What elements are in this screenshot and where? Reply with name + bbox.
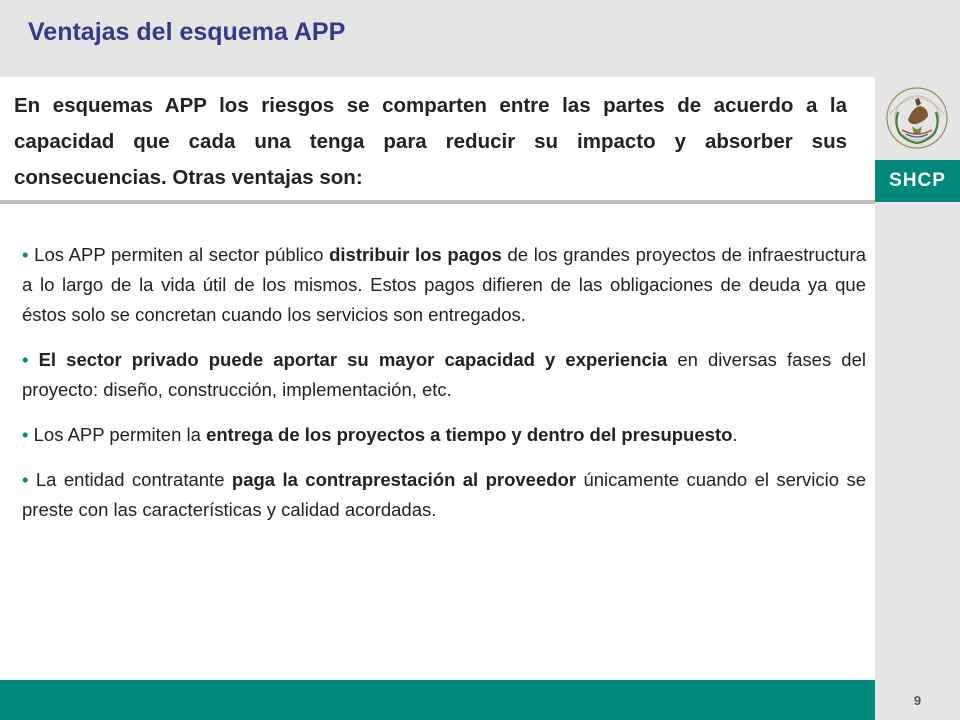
bullet-text: en diversas fases del proyecto: diseño, construcción, implementación, etc. — [22, 349, 866, 400]
bullet-text: Los APP permiten la — [33, 424, 207, 445]
list-item — [22, 420, 866, 450]
bullet-text: La entidad contratante — [35, 469, 232, 490]
shcp-logo-text: SHCP — [889, 170, 946, 191]
bullet-text: de los grandes proyectos de infraestructura a lo largo de la vida útil de los mismos. Estos pagos difieren de las obligaciones de deuda ya que éstos solo se concretan cuando los servicios son entregados. — [22, 244, 866, 325]
bullet-emphasis: El sector privado puede aportar su mayor capacidad y experiencia — [38, 349, 668, 370]
bullet-text: únicamente cuando el servicio se preste con las características y calidad acordadas. — [22, 469, 866, 520]
bullet-emphasis: entrega de los proyectos a tiempo y dentro del presupuesto — [206, 424, 733, 445]
bullet-text: . — [732, 424, 738, 445]
footer-bar — [0, 680, 875, 720]
slide-title: Ventajas del esquema APP — [28, 18, 346, 46]
bullet-icon: • — [22, 424, 29, 445]
list-item — [22, 240, 866, 330]
intro-paragraph: En esquemas APP los riesgos se comparten entre las partes de acuerdo a la capacidad que cada una tenga para reducir su impacto y absorber sus consecuencias. Otras ventajas son: — [14, 94, 847, 189]
bullet-icon: • — [22, 244, 29, 265]
title-bar — [0, 0, 875, 77]
bullet-emphasis: distribuir los pagos — [329, 244, 502, 265]
bullet-emphasis: paga la contraprestación al proveedor — [231, 469, 577, 490]
bullet-text: Los APP permiten al sector público — [34, 244, 330, 265]
mexican-coat-of-arms-seal-icon — [884, 84, 950, 156]
shcp-logo — [875, 160, 960, 202]
list-item — [22, 465, 866, 525]
advantages-list — [22, 240, 866, 540]
list-item — [22, 345, 866, 405]
divider — [0, 200, 875, 204]
page-number: 9 — [913, 692, 922, 708]
bullet-icon: • — [22, 349, 29, 370]
bullet-icon: • — [22, 469, 29, 490]
